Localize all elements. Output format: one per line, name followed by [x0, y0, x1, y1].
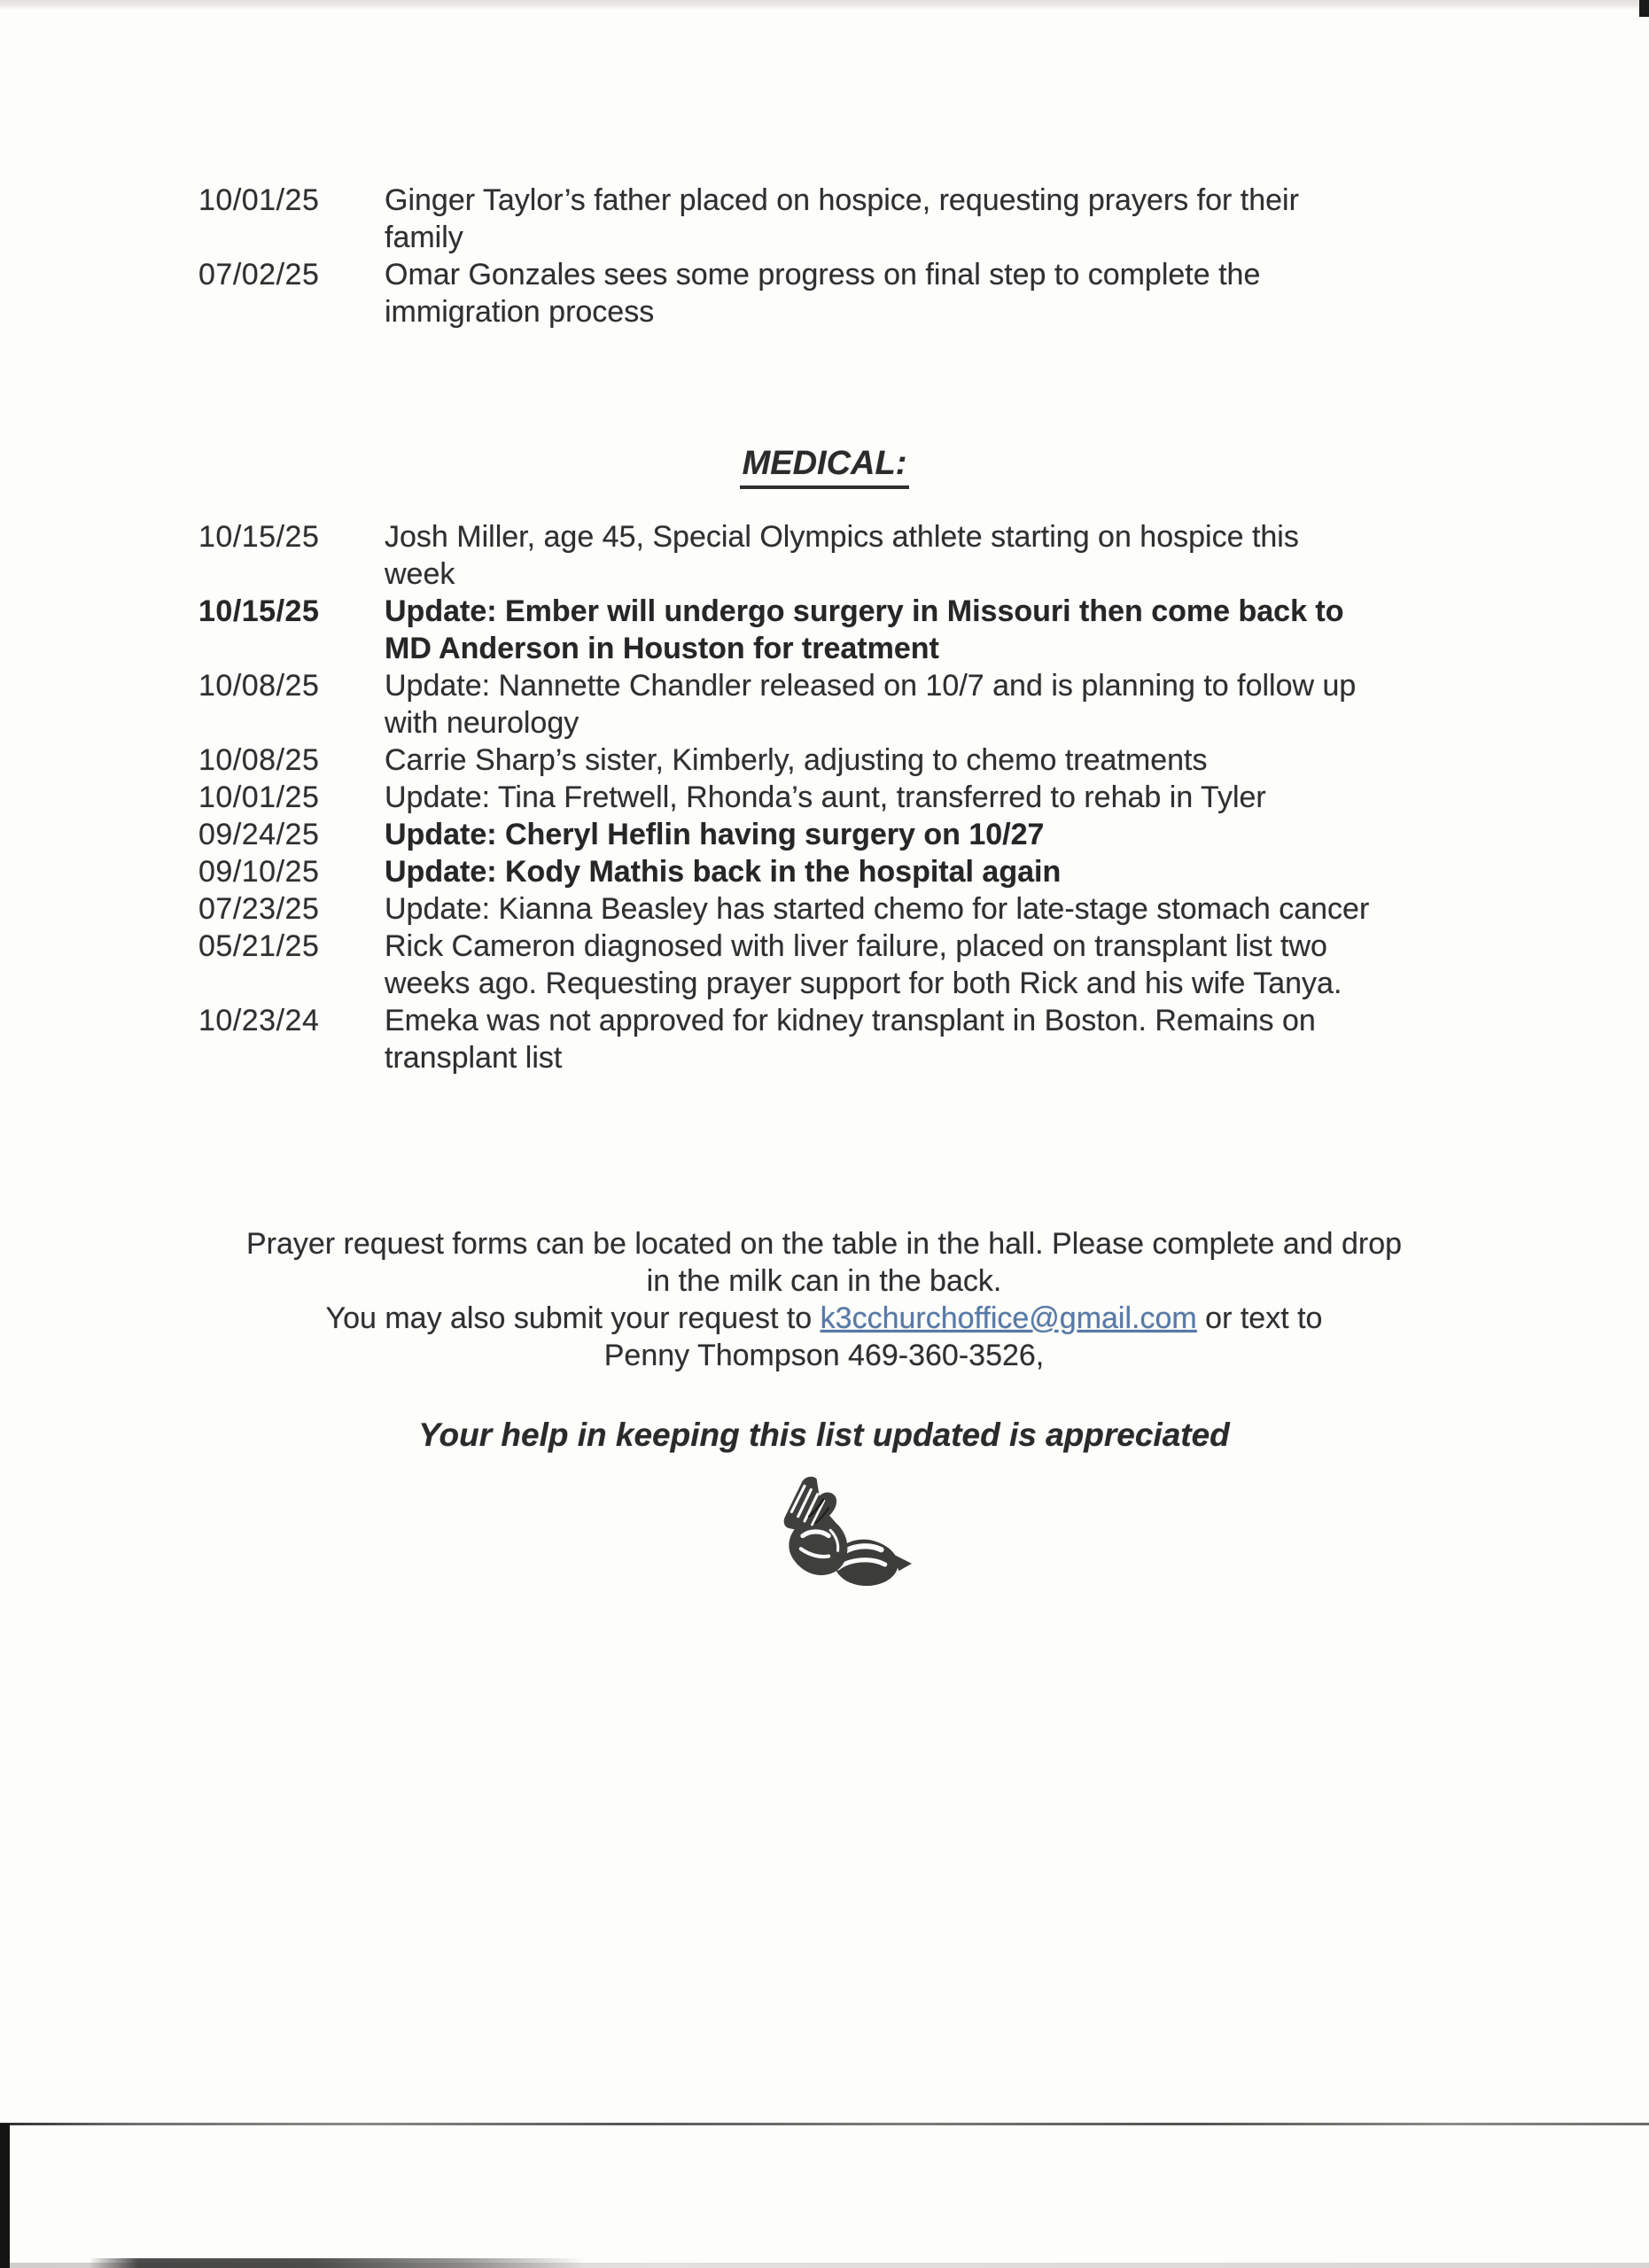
entry-text-line: Update: Kody Mathis back in the hospital again: [385, 855, 1062, 889]
scan-bottom-line: [0, 2123, 1649, 2125]
entry-text-line: Carrie Sharp’s sister, Kimberly, adjusting to chemo treatments: [385, 743, 1208, 777]
entry-text-line: Omar Gonzales sees some progress on final step to complete the: [385, 258, 1261, 291]
footer-instructions-line2: in the milk can in the back.: [646, 1264, 1002, 1298]
entry-text-line: weeks ago. Requesting prayer support for both Rick and his wife Tanya.: [385, 967, 1342, 1000]
prayer-entry-row: [0, 779, 1649, 816]
scan-bottom-smudge: [89, 2258, 585, 2268]
entry-text: [385, 928, 1649, 1002]
email-link[interactable]: k3cchurchoffice@gmail.com: [820, 1301, 1197, 1335]
entry-text-line: Update: Ember will undergo surgery in Missouri then come back to: [385, 594, 1344, 628]
footer-instructions: [142, 1225, 1506, 1374]
entry-text-line: Update: Cheryl Heflin having surgery on 10/27: [385, 818, 1045, 851]
prayer-entry-row: [0, 1002, 1649, 1076]
entry-date: 07/23/25: [198, 892, 320, 926]
entry-text-line: Update: Nannette Chandler released on 10/7 and is planning to follow up: [385, 669, 1357, 703]
entry-text: [385, 593, 1649, 667]
entry-text-line: family: [385, 221, 463, 254]
entry-text: [385, 816, 1649, 853]
medical-section-heading: [0, 443, 1649, 489]
entry-date: 10/01/25: [198, 781, 320, 814]
entry-text-line: MD Anderson in Houston for treatment: [385, 632, 939, 665]
entry-text-line: Emeka was not approved for kidney transplant in Boston. Remains on: [385, 1004, 1316, 1037]
prayer-entry-row: [0, 256, 1649, 330]
prayer-entry-row: [0, 816, 1649, 853]
medical-prayer-list: [0, 518, 1649, 1076]
entry-date: 10/23/24: [198, 1004, 320, 1037]
prayer-entry-row: [0, 742, 1649, 779]
prayer-entry-row: [0, 518, 1649, 593]
prayer-entry-row: [0, 593, 1649, 667]
entry-text: [385, 890, 1649, 928]
prayer-entry-row: [0, 853, 1649, 890]
entry-date: 10/08/25: [198, 743, 320, 777]
entry-text: [385, 779, 1649, 816]
entry-text-line: Rick Cameron diagnosed with liver failure, placed on transplant list two: [385, 929, 1327, 963]
entry-date: 10/08/25: [198, 669, 320, 703]
entry-text: [385, 256, 1649, 330]
entry-text: [385, 1002, 1649, 1076]
entry-date: 07/02/25: [198, 258, 320, 291]
entry-date: 10/15/25: [198, 594, 320, 628]
general-prayer-list: [0, 182, 1649, 330]
entry-text-line: Josh Miller, age 45, Special Olympics athlete starting on hospice this: [385, 520, 1299, 554]
footer-instructions-line3: [142, 1300, 1506, 1337]
entry-date: 05/21/25: [198, 929, 320, 963]
footer-contact-line: Penny Thompson 469-360-3526,: [603, 1339, 1045, 1372]
prayer-entry-row: [0, 667, 1649, 742]
entry-text: [385, 853, 1649, 890]
entry-text: [385, 518, 1649, 593]
entry-date: 09/10/25: [198, 855, 320, 889]
entry-date: 10/15/25: [198, 520, 320, 554]
prayer-entry-row: [0, 182, 1649, 256]
prayer-entry-row: [0, 928, 1649, 1002]
footer-line3-before: You may also submit your request to: [325, 1301, 821, 1335]
entry-date: 10/01/25: [198, 183, 320, 217]
entry-text-line: transplant list: [385, 1041, 563, 1075]
entry-text-line: immigration process: [385, 295, 655, 329]
entry-text-line: Ginger Taylor’s father placed on hospice, requesting prayers for their: [385, 183, 1299, 217]
entry-text-line: Update: Kianna Beasley has started chemo for late-stage stomach cancer: [385, 892, 1370, 926]
scan-corner-mark: [1639, 0, 1649, 17]
medical-heading-text: MEDICAL:: [740, 443, 910, 489]
entry-date: 09/24/25: [198, 818, 320, 851]
praying-hands-icon: [782, 1474, 935, 1616]
scan-edge-top: [0, 0, 1649, 10]
entry-text-line: week: [385, 557, 455, 591]
entry-text-line: with neurology: [385, 706, 579, 740]
footer-instructions-line1: Prayer request forms can be located on the table in the hall. Please complete and drop: [245, 1227, 1403, 1261]
footer-line3-after: or text to: [1196, 1301, 1323, 1335]
prayer-entry-row: [0, 890, 1649, 928]
entry-text: [385, 182, 1649, 256]
entry-text-line: Update: Tina Fretwell, Rhonda’s aunt, transferred to rehab in Tyler: [385, 781, 1266, 814]
help-note: Your help in keeping this list updated is appreciated: [418, 1417, 1230, 1453]
entry-text: [385, 742, 1649, 779]
entry-text: [385, 667, 1649, 742]
scan-left-bar: [0, 2124, 10, 2268]
